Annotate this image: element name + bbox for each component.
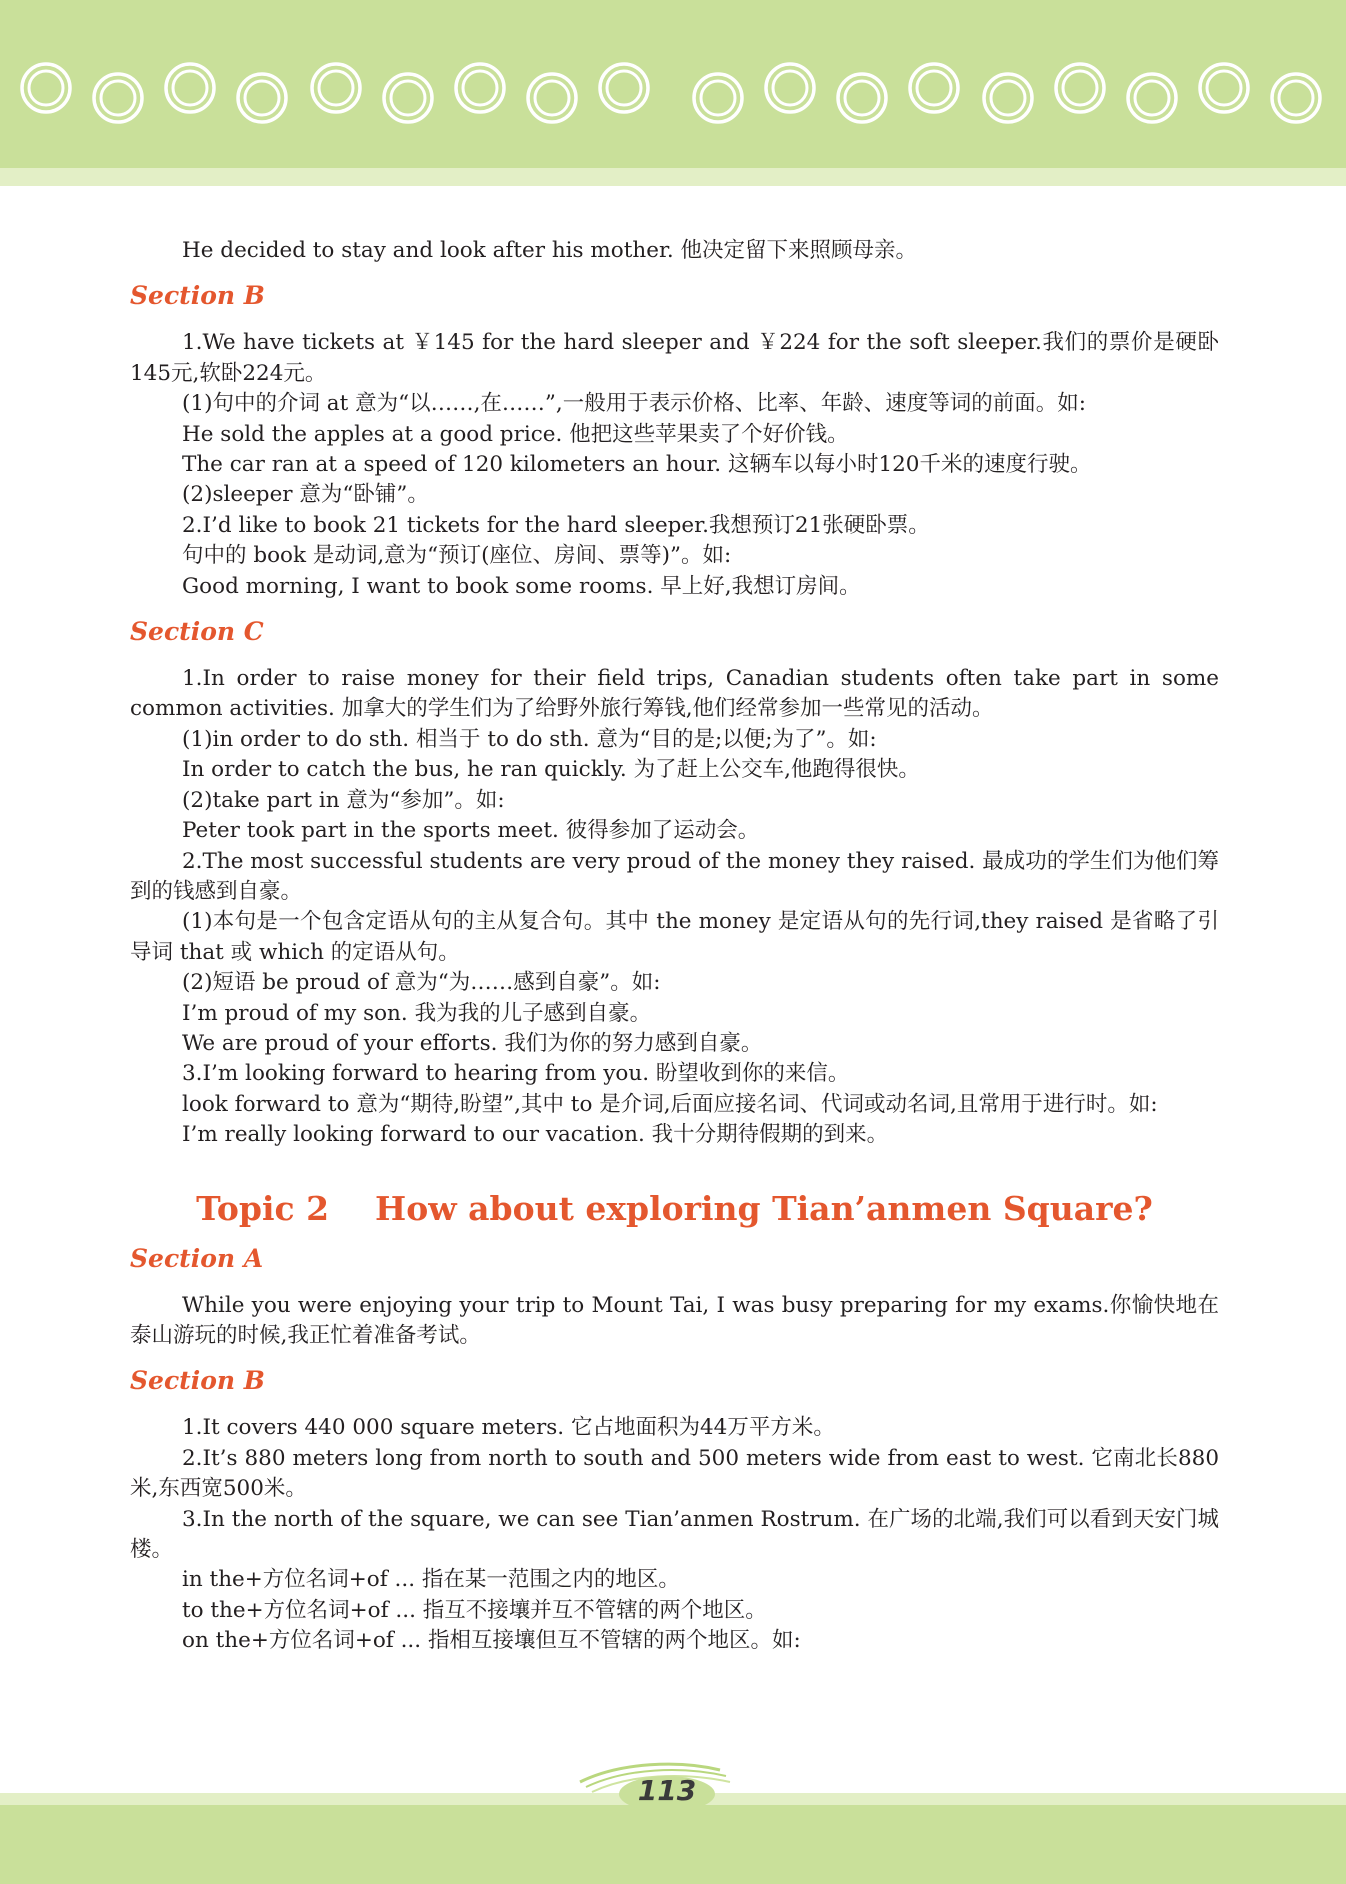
text-line: I’m proud of my son. 我为我的儿子感到自豪。 — [182, 1000, 652, 1026]
text-line: to the+方位名词+of ... 指互不接壤并互不管辖的两个地区。 — [182, 1597, 767, 1623]
text-line: look forward to 意为“期待,盼望”,其中 to 是介词,后面应接名词、代词或动名词,且常用于进行时。如: — [182, 1091, 1158, 1117]
text-line: 1.We have tickets at ￥145 for the hard sleeper and ￥224 for the soft sleeper.我们的票价是硬卧145元,软卧224元。 — [130, 330, 1219, 386]
ring-icon — [384, 74, 432, 122]
text-line: He sold the apples at a good price. 他把这些苹果卖了个好价钱。 — [182, 421, 849, 447]
ring-icon — [94, 74, 142, 122]
text-line: While you were enjoying your trip to Mount Tai, I was busy preparing for my exams.你愉快地在泰山游玩的时候,我正忙着准备考试。 — [130, 1292, 1219, 1348]
text-line: Peter took part in the sports meet. 彼得参加了运动会。 — [182, 818, 760, 844]
text-line: 2.It’s 880 meters long from north to south and 500 meters wide from east to west. 它南北长880米,东西宽500米。 — [130, 1445, 1219, 1502]
text-line: (1)本句是一个包含定语从句的主从复合句。其中 the money 是定语从句的先行词,they raised 是省略了引导词 that 或 which 的定语从句。 — [130, 909, 1219, 965]
text-line: (2)take part in 意为“参加”。如: — [182, 787, 505, 813]
text-line: The car ran at a speed of 120 kilometers an hour. 这辆车以每小时120千米的速度行驶。 — [182, 452, 1092, 478]
text-line: (2)sleeper 意为“卧铺”。 — [182, 482, 429, 508]
ring-icon — [984, 74, 1032, 122]
text-line: In order to catch the bus, he ran quickly. 为了赶上公交车,他跑得很快。 — [182, 757, 920, 783]
ring-icon — [1056, 64, 1104, 112]
text-line: (1)句中的介词 at 意为“以……,在……”,一般用于表示价格、比率、年龄、速度等词的前面。如: — [182, 391, 1086, 417]
text-line: 1.In order to raise money for their field trips, Canadian students often take part in some common activities. 加拿大的学生们为了给野外旅行筹钱,他们经常参加一些常见的活动。 — [130, 666, 1219, 722]
ring-icon — [1272, 74, 1320, 122]
header-stripe — [0, 168, 1346, 186]
ring-icon — [1128, 74, 1176, 122]
text-line: 2.I’d like to book 21 tickets for the hard sleeper.我想预订21张硬卧票。 — [182, 512, 930, 538]
text-line: Good morning, I want to book some rooms. 早上好,我想订房间。 — [182, 573, 861, 599]
text-line: We are proud of your efforts. 我们为你的努力感到自豪。 — [182, 1030, 763, 1056]
section-heading: Section B — [130, 1366, 265, 1396]
ring-icon — [766, 64, 814, 112]
text-line: 1.It covers 440 000 square meters. 它占地面积为44万平方米。 — [182, 1415, 835, 1441]
ring-icon — [456, 64, 504, 112]
decorative-circle-row — [0, 0, 1346, 168]
text-line: 3.In the north of the square, we can see Tian’anmen Rostrum. 在广场的北端,我们可以看到天安门城楼。 — [130, 1506, 1219, 1562]
ring-icon — [238, 74, 286, 122]
topic-title: Topic 2 How about exploring Tian’anmen Square? — [196, 1188, 1153, 1228]
text-line: in the+方位名词+of ... 指在某一范围之内的地区。 — [182, 1567, 680, 1593]
ring-icon — [838, 74, 886, 122]
page-number-badge — [570, 1756, 750, 1816]
section-heading: Section C — [130, 617, 264, 647]
intro-line: He decided to stay and look after his mother. 他决定留下来照顾母亲。 — [182, 238, 918, 263]
text-line: 句中的 book 是动词,意为“预订(座位、房间、票等)”。如: — [182, 543, 732, 569]
ring-icon — [910, 64, 958, 112]
text-line: (1)in order to do sth. 相当于 to do sth. 意为“目的是;以便;为了”。如: — [182, 726, 877, 752]
ring-icon — [166, 64, 214, 112]
text-line: (2)短语 be proud of 意为“为……感到自豪”。如: — [182, 970, 661, 996]
ring-icon — [22, 64, 70, 112]
text-line: on the+方位名词+of ... 指相互接壤但互不管辖的两个地区。如: — [182, 1628, 801, 1654]
footer-band — [0, 1805, 1346, 1884]
ring-icon — [312, 64, 360, 112]
ring-icon — [1200, 64, 1248, 112]
page-number: 113 — [637, 1774, 697, 1807]
ring-icon — [528, 74, 576, 122]
text-line: 3.I’m looking forward to hearing from you. 盼望收到你的来信。 — [182, 1061, 850, 1087]
ring-icon — [694, 74, 742, 122]
section-heading: Section B — [130, 281, 265, 311]
text-line: 2.The most successful students are very proud of the money they raised. 最成功的学生们为他们筹到的钱感到自豪。 — [130, 848, 1219, 904]
ring-icon — [600, 64, 648, 112]
text-line: I’m really looking forward to our vacation. 我十分期待假期的到来。 — [182, 1122, 889, 1148]
page-content — [130, 236, 1219, 1657]
section-heading: Section A — [130, 1243, 264, 1273]
